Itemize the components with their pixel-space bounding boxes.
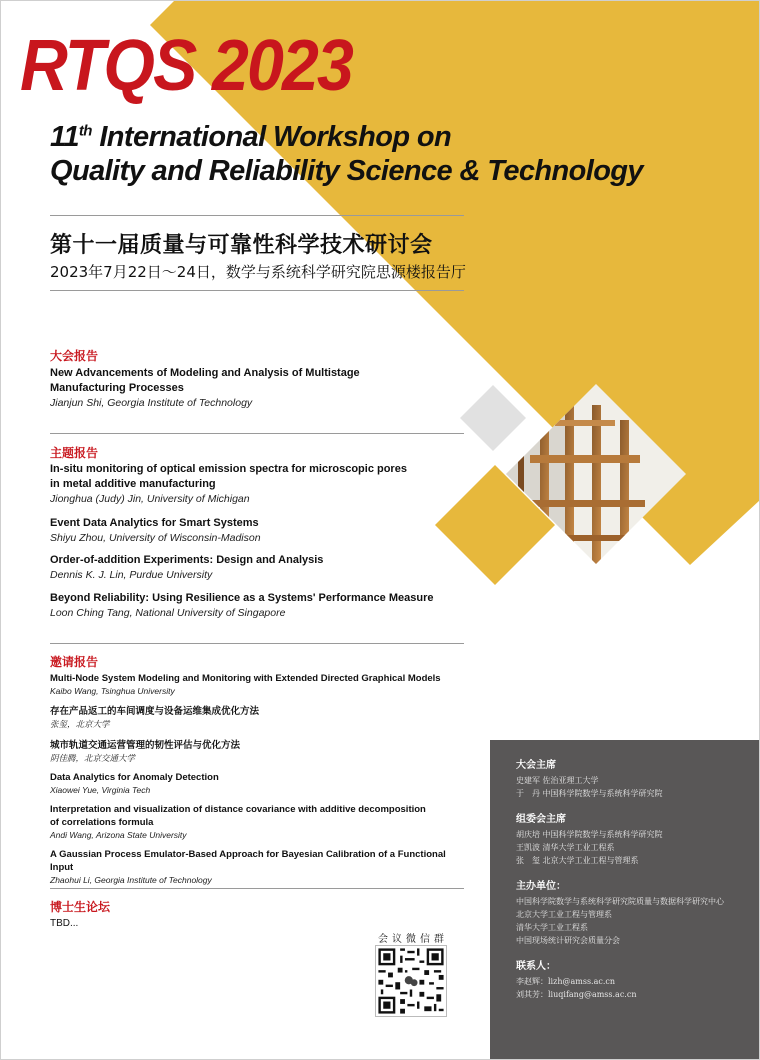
divider <box>50 888 464 889</box>
talk-author: Kaibo Wang, Tsinghua University <box>50 686 175 696</box>
edition-number: 11 <box>50 121 79 153</box>
talk-author: Dennis K. J. Lin, Purdue University <box>50 569 213 581</box>
talk-title: In-situ monitoring of optical emission spectra for microscopic pores <box>50 463 407 475</box>
contact-item[interactable]: 刘其芳：liuqifang@amss.ac.cn <box>516 990 637 999</box>
talk-author: 张玺，北京大学 <box>50 719 110 729</box>
hosts-block <box>516 877 760 947</box>
keynote-heading: 主题报告 <box>50 446 99 460</box>
talk-author: Andi Wang, Arizona State University <box>50 830 187 840</box>
workshop-title <box>50 120 643 188</box>
chairs-heading: 大会主席 <box>516 760 556 771</box>
talk-title: A Gaussian Process Emulator-Based Approach for Bayesian Calibration of a Functional Input <box>50 849 446 873</box>
plenary-heading: 大会报告 <box>50 349 99 363</box>
talk-title: New Advancements of Modeling and Analysis of Multistage <box>50 367 360 379</box>
org-item: 张 玺 北京大学工业工程与管理系 <box>516 856 639 865</box>
talk-author: 阴佳腾，北京交通大学 <box>50 753 136 763</box>
talk-title-cont: in metal additive manufacturing <box>50 478 216 490</box>
talk-item <box>50 848 470 886</box>
talk-item <box>50 705 470 730</box>
wechat-qr-code[interactable] <box>375 945 447 1017</box>
talk-author: Zhaohui Li, Georgia Institute of Technology <box>50 875 212 885</box>
talk-title: Interpretation and visualization of distance covariance with additive decomposition <box>50 804 426 815</box>
talk-item <box>50 771 470 796</box>
divider <box>50 643 464 644</box>
talk-item <box>50 739 470 764</box>
chair-item: 于 丹 中国科学院数学与系统科学研究院 <box>516 789 663 798</box>
host-item: 中国现场统计研究会质量分会 <box>516 936 620 945</box>
talk-author: Jionghua (Judy) Jin, University of Michigan <box>50 493 250 505</box>
talk-author: Loon Ching Tang, National University of Singapore <box>50 607 286 619</box>
date-venue: 2023年7月22日～24日，数学与系统科学研究院思源楼报告厅 <box>50 263 466 281</box>
divider <box>50 433 464 434</box>
contacts-block <box>516 957 760 1001</box>
talk-title: Multi-Node System Modeling and Monitoring with Extended Directed Graphical Models <box>50 673 441 684</box>
org-item: 胡庆培 中国科学院数学与系统科学研究院 <box>516 830 663 839</box>
talk-title-cont: Manufacturing Processes <box>50 382 184 394</box>
workshop-title-line2: Quality and Reliability Science & Technology <box>50 155 643 187</box>
talk-item <box>50 803 470 841</box>
contact-item[interactable]: 李赵辉：lizh@amss.ac.cn <box>516 977 616 986</box>
divider <box>50 215 464 216</box>
qr-caption: 会议微信群 <box>378 934 448 945</box>
talk-item <box>50 516 470 546</box>
invited-heading: 邀请报告 <box>50 655 99 669</box>
talk-item <box>50 366 470 411</box>
hosts-heading: 主办单位： <box>516 881 566 892</box>
contacts-heading: 联系人： <box>516 961 556 972</box>
host-item: 北京大学工业工程与管理系 <box>516 910 612 919</box>
talk-item <box>50 462 470 507</box>
edition-suffix: th <box>78 122 92 140</box>
talk-author: Xiaowei Yue, Virginia Tech <box>50 785 151 795</box>
chair-item: 史建军 佐治亚理工大学 <box>516 776 599 785</box>
talk-title: 城市轨道交通运营管理的韧性评估与优化方法 <box>50 740 241 751</box>
org-block <box>516 810 760 867</box>
committee-panel <box>490 740 760 1060</box>
event-acronym: RTQS 2023 <box>20 26 353 106</box>
workshop-title-line1: International Workshop on <box>91 121 452 153</box>
talk-title: Order-of-addition Experiments: Design and Analysis <box>50 554 324 566</box>
org-heading: 组委会主席 <box>516 814 566 825</box>
talk-item <box>50 672 470 697</box>
talk-author: Shiyu Zhou, University of Wisconsin-Madison <box>50 532 261 544</box>
talk-item <box>50 591 470 621</box>
talk-title: Beyond Reliability: Using Resilience as a Systems' Performance Measure <box>50 592 434 604</box>
talk-title: 存在产品返工的车间调度与设备运维集成优化方法 <box>50 706 260 717</box>
phd-forum-heading: 博士生论坛 <box>50 900 111 914</box>
talk-item <box>50 553 470 583</box>
chairs-block <box>516 756 760 800</box>
host-item: 清华大学工业工程系 <box>516 923 588 932</box>
host-item: 中国科学院数学与系统科学研究院质量与数据科学研究中心 <box>516 897 724 906</box>
talk-title-cont: of correlations formula <box>50 817 154 828</box>
phd-forum-text: TBD... <box>50 918 79 929</box>
talk-author: Jianjun Shi, Georgia Institute of Technology <box>50 397 253 409</box>
divider <box>50 290 464 291</box>
talk-title: Data Analytics for Anomaly Detection <box>50 772 219 783</box>
chinese-title: 第十一届质量与可靠性科学技术研讨会 <box>50 233 433 258</box>
org-item: 王凯波 清华大学工业工程系 <box>516 843 615 852</box>
talk-title: Event Data Analytics for Smart Systems <box>50 517 259 529</box>
